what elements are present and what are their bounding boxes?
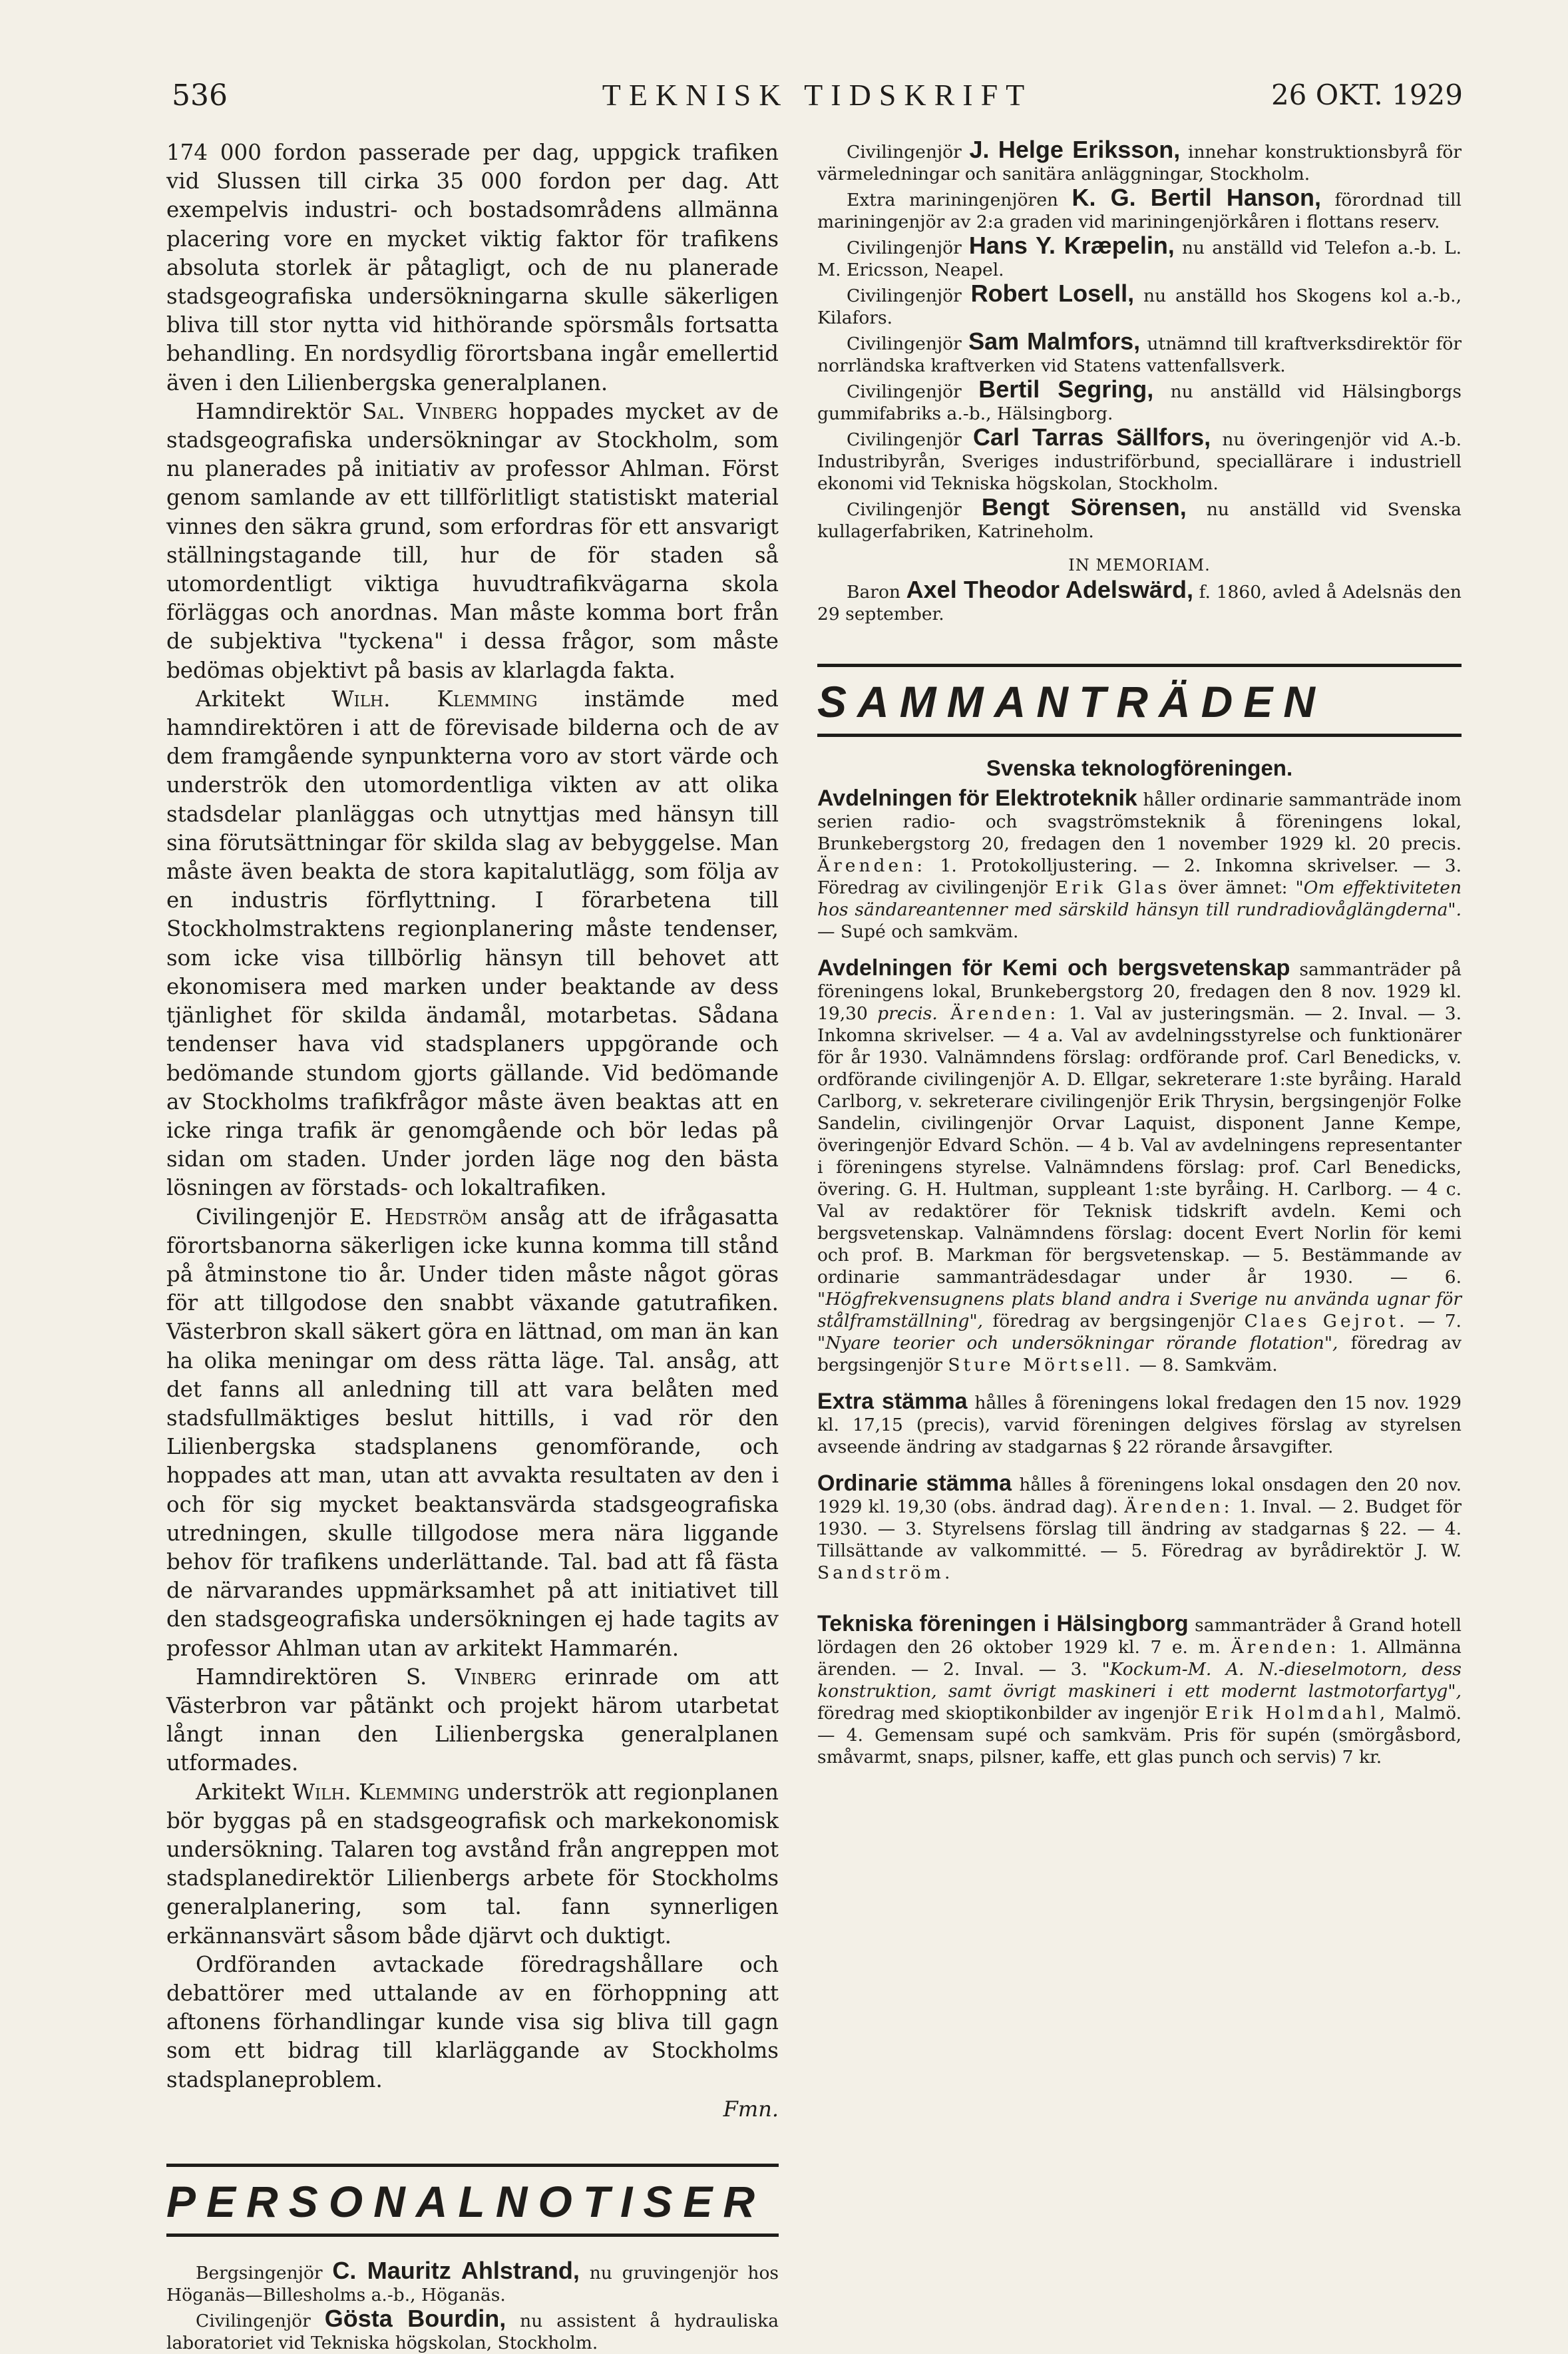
notice xyxy=(817,282,1462,329)
society-heading: Svenska teknologföreningen. xyxy=(986,756,1293,780)
text: underströk att regionplanen bör byggas på en stadsgeografisk och markekonomisk undersökning. Talaren tog avstånd från angreppen mot stadsplanedirektör Lilienbergs arbete för Stockholms generalplanering, som tal. fann synnerligen erkännansvärt såsom både djärvt och duktigt. xyxy=(166,1779,779,1949)
notice xyxy=(166,2256,779,2306)
text: Civilingenjör xyxy=(847,334,969,354)
person-name: Vinberg xyxy=(455,1664,536,1690)
person-name: Carl Tarras Sällfors, xyxy=(973,423,1211,451)
sammantraden-banner xyxy=(817,664,1462,737)
text: 1. Inval. — 2. Budget för 1930. — 3. Styrelsens förslag till ändring av stadgarnas § 22. — 4. Tillsättande av valkommitté. — 5. Föredrag av byrådirektör J. W. xyxy=(817,1497,1462,1561)
text: sammanträder på föreningens lokal, Brunkebergstorg 20, fredagen den 8 nov. 1929 kl. 19,30 xyxy=(817,959,1462,1024)
text: föredrag med skioptikonbilder av ingenjör xyxy=(817,1703,1205,1724)
text: Civilingenjör xyxy=(847,238,969,258)
text: håller ordinarie sammanträde inom serien radio- och svagströmsteknik å föreningens lokal, Brunkebergstorg 20, fredagen den 1 november 1929 kl. 20 precis. xyxy=(817,790,1462,854)
text: — 8. Samkväm. xyxy=(1133,1355,1278,1375)
text: Ärenden: xyxy=(937,1003,1060,1024)
person-name: Bertil Segring, xyxy=(978,375,1154,403)
text: Ärenden: xyxy=(817,855,926,876)
paragraph-2 xyxy=(166,397,779,685)
text: Arkitekt xyxy=(196,1779,293,1805)
text: Arkitekt xyxy=(196,686,332,712)
meeting-heading: Tekniska föreningen i Hälsingborg xyxy=(817,1611,1189,1636)
text: — Supé och samkväm. xyxy=(817,921,1019,942)
text: hålles å föreningens lokal fredagen den 15 nov. 1929 kl. 17,15 (precis), varvid föreningen delgives förslag av styrelsen avseende ändring av stadgarnas § 22 rörande årsavgifter. xyxy=(817,1393,1462,1457)
text: över ämnet: xyxy=(1170,877,1296,898)
meeting-halsingborg xyxy=(817,1613,1462,1768)
text: Civilingenjör xyxy=(847,499,982,520)
section-title: SAMMANTRÄDEN xyxy=(817,677,1326,726)
notice xyxy=(817,186,1462,233)
paragraph-6 xyxy=(166,1778,779,1951)
person-name: Hedström xyxy=(384,1204,488,1230)
notice xyxy=(817,330,1462,377)
person-name: Sam Malmfors, xyxy=(968,328,1141,355)
notice xyxy=(817,138,1462,185)
text: Ärenden: xyxy=(1231,1637,1340,1658)
page-header xyxy=(172,75,1463,128)
speaker-name: Sandström. xyxy=(817,1562,954,1583)
text: Hamndirektören S. xyxy=(196,1664,455,1690)
text: Ärenden: xyxy=(1124,1497,1233,1517)
text: Malmö. — 4. Gemensam supé och samkväm. Pris för supén (smörgåsbord, småvarmt, snaps, pilsner, kaffe, ett glas punch och servis) 7 kr. xyxy=(817,1703,1462,1767)
paragraph-3 xyxy=(166,685,779,1203)
text: erinrade om att Västerbron var påtänkt och projekt härom utarbetat långt innan den Lilienbergska generalplanen utformades. xyxy=(166,1664,779,1776)
lecture-topic: "Kockum-M. A. N.-dieselmotorn, dess konstruktion, samt övrigt maskineri i ett modernt lastmotorfartyg", xyxy=(817,1659,1462,1702)
text: ansåg att de ifrågasatta förortsbanorna säkerligen icke kunna komma till stånd på åtminstone tio år. Under tiden måste något göras för att tillgodose den snabbt växande gatutrafiken. Västerbron skall säkert göra en lättnad, om man än kan ha olika meningar om dess rätta läge. Tal. ansåg, att det fanns all anledning till att vara belåten med stadsfullmäktiges beslut hittills, i vad rör den Lilienbergska stadsplanens genomförande, och hoppades att man, utan att avvakta resultaten av den i och för sig mycket beaktansvärda stadsgeografiska utredningen, skulle tillgodose mera nära liggande behov för trafikens underlättande. Tal. bad att få fästa de närvarandes uppmärksamhet på att initiativet till den stadsgeografiska undersökningen ej hade tagits av professor Ahlman utan av arkitekt Hammarén. xyxy=(166,1204,779,1661)
notice xyxy=(817,234,1462,281)
text: hålles å föreningens lokal onsdagen den 20 nov. 1929 kl. 19,30 (obs. ändrad dag). xyxy=(817,1475,1462,1517)
text: — 7. xyxy=(1408,1311,1462,1331)
right-column xyxy=(817,138,1462,1768)
text: nu överingenjör vid A.-b. Industribyrån, Sveriges industriförbund, speciallärare i industriell ekonomi vid Tekniska högskolan, Stockholm. xyxy=(817,429,1462,494)
lecture-topic: "Högfrekvensugnens plats bland andra i Sverige nu använda ugnar för stålframställning", xyxy=(817,1289,1462,1331)
text: nu assistent å hydrauliska laboratoriet vid Tekniska högskolan, Stockholm. xyxy=(166,2310,779,2353)
speaker-name: Erik Holmdahl, xyxy=(1205,1703,1389,1724)
person-name: Bengt Sörensen, xyxy=(981,493,1187,521)
spacer xyxy=(817,1584,1462,1613)
speaker-name: Sture Mörtsell. xyxy=(948,1355,1134,1375)
person-name: J. Helge Eriksson, xyxy=(969,136,1181,163)
text: Civilingenjör xyxy=(847,142,970,162)
paragraph-7: Ordföranden avtackade föredragshållare och debattörer med uttalande av en förhoppning att aftonens förhandlingar kunde visa sig bliva till gagn som ett bidrag till klarläggande av Stockholms stadsplaneproblem. xyxy=(166,1951,779,2092)
paragraph-1: 174 000 fordon passerade per dag, uppgick trafiken vid Slussen till cirka 35 000 fordon per dag. Att exempelvis industri- och bostadsområdens allmänna placering vore en mycket viktig faktor för trafikens absoluta storlek är påtagligt, och de nu planerade stadsgeografiska undersökningarna skulle säkerligen bliva till stor nytta vid hithörande spörsmåls fortsatta behandling. En nordsydlig förortsbana ingår emellertid även i den Lilienbergska generalplanen. xyxy=(166,140,779,395)
text: utnämnd till kraftverksdirektör för norrländska kraftverken vid Statens vattenfallsverk. xyxy=(817,334,1462,376)
person-name: Axel Theodor Adelswärd, xyxy=(906,576,1193,603)
text: Extra mariningenjören xyxy=(847,190,1072,210)
person-name: Sal. Vinberg xyxy=(362,398,498,424)
text: Bergsingenjör xyxy=(196,2262,333,2283)
text: Hamndirektör xyxy=(196,398,363,424)
text: förordnad till mariningenjör av 2:a graden vid mariningenjörkåren i flottans reserv. xyxy=(817,190,1462,232)
text: innehar konstruktionsbyrå för värmeledningar och sanitära anläggningar, Stockholm. xyxy=(817,142,1462,184)
signature: Fmn. xyxy=(723,2096,779,2122)
text: 1. Allmänna ärenden. — 2. Inval. — 3. xyxy=(817,1637,1462,1680)
speaker-name: Erik Glas xyxy=(1055,877,1171,898)
paragraph-4 xyxy=(166,1203,779,1663)
personalnotiser-banner xyxy=(166,2164,779,2237)
memoriam-heading: IN MEMORIAM. xyxy=(1068,556,1211,575)
text: Civilingenjör xyxy=(196,2310,325,2331)
text: Baron xyxy=(847,582,906,602)
person-name: Robert Losell, xyxy=(970,280,1135,307)
text: f. 1860, avled å Adelsnäs den 29 september. xyxy=(817,582,1462,624)
text: hoppades mycket av de stadsgeografiska undersökningar av Stockholm, som nu planerades på initiativ av professor Ahlman. Först genom samlande av ett tillförlitligt statistiskt material vinnes den säkra grund, som erfordras för ett ansvarigt ställningstagande till, hur de för staden så utomordentligt viktiga huvudtrafikvägarna skola förläggas och anordnas. Man måste komma bort från de subjektiva "tyckena" i dessa frågor, som måste bedömas objektivt på basis av klarlagda fakta. xyxy=(166,398,779,683)
meeting-heading: Ordinarie stämma xyxy=(817,1471,1012,1496)
notice xyxy=(166,2304,779,2354)
section-title: PERSONALNOTISER xyxy=(166,2176,766,2226)
person-name: Wilh. Klemming xyxy=(331,686,538,712)
page-number: 536 xyxy=(172,79,228,113)
notice xyxy=(817,375,1462,425)
person-name: Gösta Bourdin, xyxy=(324,2304,506,2332)
text: nu anställd vid Telefon a.-b. L. M. Ericsson, Neapel. xyxy=(817,238,1462,280)
text: 1. Protokolljustering. — 2. Inkomna skrivelser. — 3. Föredrag av civilingenjör xyxy=(817,855,1462,898)
notice xyxy=(817,493,1462,543)
meeting-elektroteknik xyxy=(817,788,1462,943)
text: sammanträder å Grand hotell lördagen den 26 oktober 1929 kl. 7 e. m. xyxy=(817,1615,1462,1658)
meeting-heading: Avdelningen för Elektroteknik xyxy=(817,786,1137,811)
meeting-kemi xyxy=(817,957,1462,1376)
notice xyxy=(817,423,1462,495)
text: Civilingenjör xyxy=(847,286,971,306)
text: föredrag av bergsingenjör xyxy=(983,1311,1245,1331)
text: precis. xyxy=(877,1003,938,1024)
paragraph-5 xyxy=(166,1663,779,1778)
meeting-extra-stamma xyxy=(817,1391,1462,1458)
memoriam-notice xyxy=(817,576,1462,625)
text: nu anställd hos Skogens kol a.-b., Kilafors. xyxy=(817,286,1462,328)
text: nu anställd vid Svenska kullagerfabriken, Katrineholm. xyxy=(817,499,1462,542)
person-name: K. G. Bertil Hanson, xyxy=(1072,184,1321,211)
lecture-topic: "Om effektiviteten hos sändareantenner med särskild hänsyn till rundradiovåglängderna". xyxy=(817,877,1462,920)
text: 1. Val av justeringsmän. — 2. Inval. — 3. Inkomna skrivelser. — 4 a. Val av avdelningsstyrelse och funktionärer för år 1930. Valnämndens förslag: ordförande prof. Carl Benedicks, v. ordförande civilingenjör A. D. Ellgar, sekreterare 1:ste byråing. Harald Carlborg, v. sekreterare civilingenjör Erik Thrysin, bergsingenjör Folke Sandelin, civilingenjör Orvar Laquist, disponent Janne Kempe, överingenjör Edvard Schön. — 4 b. Val av avdelningens representanter i föreningens styrelse. Valnämndens förslag: prof. Carl Benedicks, övering. G. H. Hultman, suppleant 1:ste byråing. H. Carlborg. — 4 c. Val av redaktörer för Teknisk tidskrift avdeln. Kemi och bergsvetenskap. Valnämndens förslag: docent Evert Norlin för kemi och prof. B. Markman för bergsvetenskap. — 5. Bestämmande av ordinarie sammanträdesdagar under år 1930. — 6. xyxy=(817,1003,1462,1288)
meeting-heading: Extra stämma xyxy=(817,1389,968,1414)
lecture-topic: "Nyare teorier och undersökningar rörande flotation", xyxy=(817,1333,1338,1353)
person-name: C. Mauritz Ahlstrand, xyxy=(332,2256,580,2284)
text: nu anställd vid Hälsingborgs gummifabriks a.-b., Hälsingborg. xyxy=(817,381,1462,424)
meeting-heading: Avdelningen för Kemi och bergsvetenskap xyxy=(817,955,1290,981)
text: instämde med hamndirektören i att de förevisade bilderna och de av dem framgående synpunkterna voro av stort värde och underströk den utomordentliga vikten av att olika stadsdelar planläggas och utnyttjas med hänsyn till sina förutsättningar för skilda slag av bebyggelse. Man måste även beakta de stora kapitalutlägg, som följa av en industris förflyttning. I förarbetena till Stockholmstraktens regionplanering måste tendenser, som icke visa tillbörlig hänsyn till behovet att ekonomisera med marken under beaktande av dess tjänlighet för skilda ändamål, motarbetas. Sådana tendenser hava vid stadsplaners uppgörande och bedömande stundom gjorts gällande. Vid bedömande av Stockholms trafikfrågor måste även beaktas att en icke ringa trafik är genomgående och bör ledas på sidan om staden. Under jorden läge nog den bästa lösningen av förstads- och lokaltrafiken. xyxy=(166,686,779,1201)
speaker-name: Claes Gejrot. xyxy=(1244,1311,1408,1331)
text: Civilingenjör xyxy=(847,429,974,450)
text: nu gruvingenjör hos Höganäs—Billesholms a.-b., Höganäs. xyxy=(166,2262,779,2305)
person-name: Wilh. Klemming xyxy=(292,1779,460,1805)
text: Civilingenjör xyxy=(847,381,979,402)
text: Civilingenjör E. xyxy=(196,1204,385,1230)
person-name: Hans Y. Kræpelin, xyxy=(968,232,1175,259)
text: föredrag av bergsingenjör xyxy=(817,1333,1462,1375)
journal-title: TEKNISK TIDSKRIFT xyxy=(602,78,1033,112)
issue-date: 26 OKT. 1929 xyxy=(1271,79,1463,111)
left-column xyxy=(166,138,779,2354)
meeting-ordinarie-stamma xyxy=(817,1473,1462,1584)
